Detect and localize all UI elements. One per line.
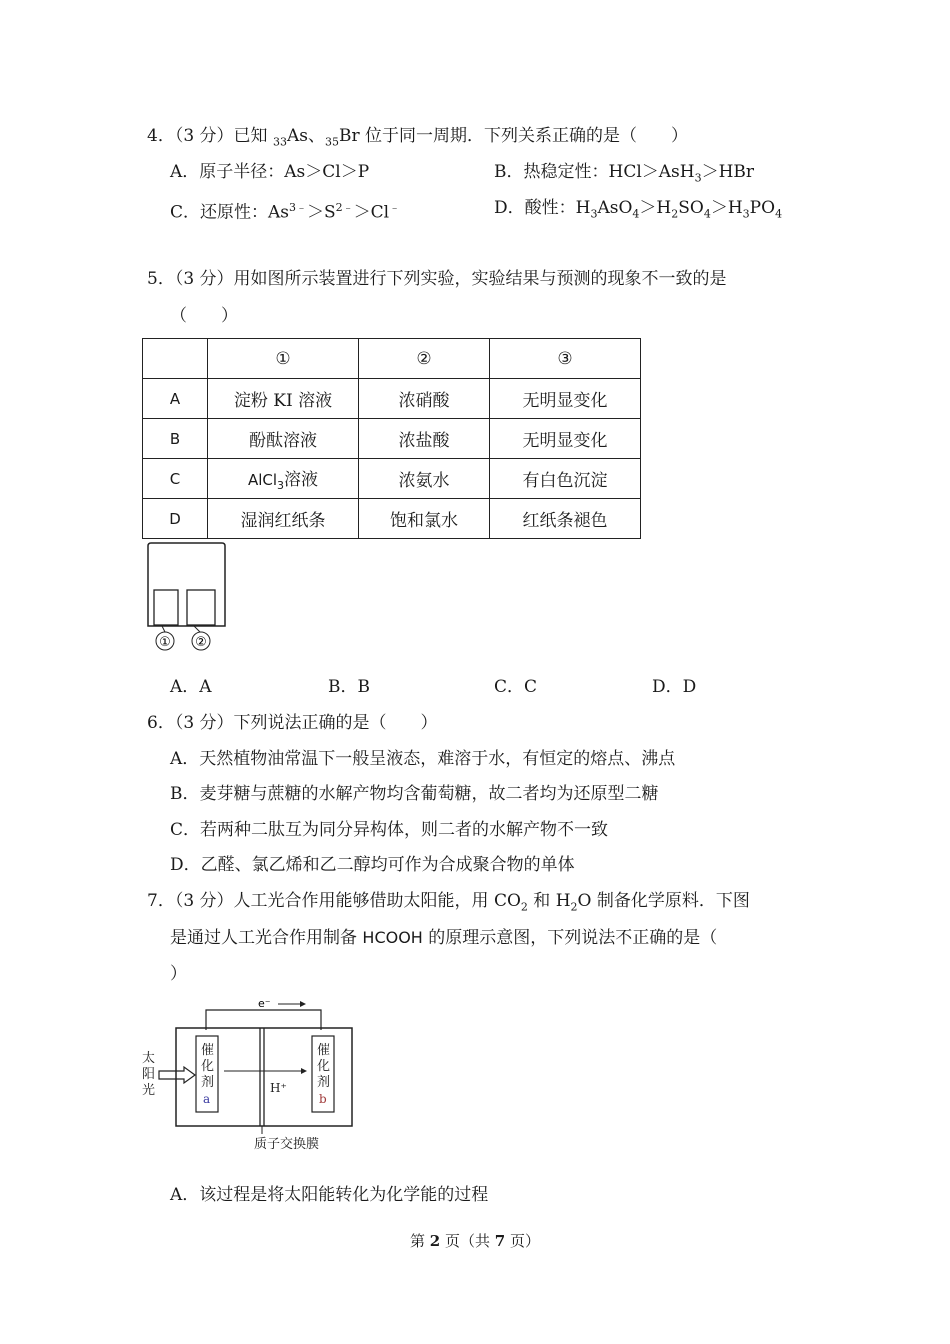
table-cell: C [143, 459, 208, 499]
q7-stem-line3: ） [170, 964, 187, 984]
footer-page-number: 2 [429, 1232, 441, 1250]
q5-option-c[interactable]: C．C [494, 677, 538, 697]
q4-number: 4． [147, 126, 175, 146]
q6-stem-text: （3 分）下列说法正确的是（ ） [174, 713, 438, 733]
table-header-cell [143, 339, 208, 379]
q4-option-c[interactable]: C．还原性：$As^{3﹣}>S^{2﹣}>Cl^﹣$ [170, 201, 401, 223]
sunlight-arrow-icon [159, 1067, 195, 1083]
sunlight-char: 光 [142, 1083, 156, 1098]
table-row [143, 499, 641, 539]
table-cell: 红纸条褪色 [490, 499, 641, 539]
table-cell: 酚酞溶液 [208, 419, 359, 459]
figure-label-2: ② [195, 635, 207, 650]
q4-option-a[interactable]: A．原子半径：As＞Cl＞P [170, 162, 370, 182]
q7-option-a[interactable]: A．该过程是将太阳能转化为化学能的过程 [170, 1185, 489, 1205]
electron-label: e⁻ [258, 997, 271, 1010]
figure-label-1: ① [159, 635, 171, 650]
table-cell: 湿润红纸条 [208, 499, 359, 539]
q6-option-d[interactable]: D．乙醛、氯乙烯和乙二醇均可作为合成聚合物的单体 [170, 855, 575, 875]
q5-table [142, 338, 641, 539]
table-cell: AlCl$_3$溶液 [208, 459, 359, 499]
q4-stem [147, 125, 688, 153]
table-row [143, 379, 641, 419]
q5-stem [147, 268, 727, 290]
footer-mid: 页（共 [440, 1232, 495, 1250]
table-cell: D [143, 499, 208, 539]
table-cell: 无明显变化 [490, 379, 641, 419]
q5-option-d[interactable]: D．D [652, 677, 697, 697]
catalyst-b-char: 剂 [317, 1075, 331, 1090]
table-cell: 浓盐酸 [359, 419, 490, 459]
table-cell: 饱和氯水 [359, 499, 490, 539]
q4-option-d[interactable]: D．酸性：$H_3AsO_4>H_2SO_4>H_3PO_4$ [494, 198, 783, 221]
membrane-label: 质子交换膜 [254, 1137, 320, 1152]
table-cell: 有白色沉淀 [490, 459, 641, 499]
q6-stem [147, 712, 438, 734]
q4-stem-text: （3 分）已知 $_{33}$As、$_{35}$Br 位于同一周期．下列关系正确的是（ ） [174, 126, 688, 149]
q7-stem-text: （3 分）人工光合作用能够借助太阳能，用 $CO_2$ 和 $H_2O$ 制备化学原料．下图 [174, 891, 750, 914]
footer-pre: 第 [410, 1232, 430, 1250]
q5-option-a[interactable]: A．A [170, 677, 212, 697]
table-header-row [143, 339, 641, 379]
catalyst-a-char: 催 [201, 1043, 215, 1058]
catalyst-a-char: 剂 [201, 1075, 215, 1090]
q5-number: 5． [147, 269, 175, 289]
q7-stem-line1 [147, 890, 750, 918]
table-cell: 浓硝酸 [359, 379, 490, 419]
table-cell: 淀粉 KI 溶液 [208, 379, 359, 419]
q5-option-b[interactable]: B．B [328, 677, 370, 697]
table-cell: A [143, 379, 208, 419]
catalyst-b-char: 化 [317, 1059, 331, 1074]
catalyst-a-char: a [203, 1092, 211, 1106]
proton-label: H⁺ [270, 1081, 287, 1095]
catalyst-b-char: b [319, 1092, 327, 1106]
table-header-cell: ① [208, 339, 359, 379]
table-cell: 浓氨水 [359, 459, 490, 499]
table-header-cell: ② [359, 339, 490, 379]
q5-stem-tail: （ ） [170, 306, 238, 326]
table-cell: 无明显变化 [490, 419, 641, 459]
q7-number: 7． [147, 891, 175, 911]
q4-option-b[interactable]: B．热稳定性：HCl＞AsH$_3$＞HBr [494, 162, 755, 185]
q6-option-c[interactable]: C．若两种二肽互为同分异构体，则二者的水解产物不一致 [170, 820, 609, 840]
footer-post: 页） [505, 1232, 540, 1250]
q6-number: 6． [147, 713, 175, 733]
q7-photosynthesis-figure [140, 992, 360, 1154]
q5-apparatus-figure [140, 540, 235, 655]
q5-stem-text: （3 分）用如图所示装置进行下列实验，实验结果与预测的现象不一致的是 [174, 269, 727, 289]
q6-option-a[interactable]: A．天然植物油常温下一般呈液态，难溶于水，有恒定的熔点、沸点 [170, 749, 676, 769]
q6-option-b[interactable]: B．麦芽糖与蔗糖的水解产物均含葡萄糖，故二者均为还原型二糖 [170, 784, 659, 804]
sunlight-char: 阳 [142, 1067, 156, 1082]
catalyst-a-char: 化 [201, 1059, 215, 1074]
q7-stem-line2: 是通过人工光合作用制备 HCOOH 的原理示意图，下列说法不正确的是（ [170, 928, 718, 948]
table-header-cell: ③ [490, 339, 641, 379]
table-cell: B [143, 419, 208, 459]
table-row [143, 459, 641, 499]
sunlight-char: 太 [142, 1051, 156, 1066]
footer-total-pages: 7 [494, 1232, 506, 1250]
catalyst-b-char: 催 [317, 1043, 331, 1058]
page-footer [0, 1230, 950, 1251]
table-row [143, 419, 641, 459]
